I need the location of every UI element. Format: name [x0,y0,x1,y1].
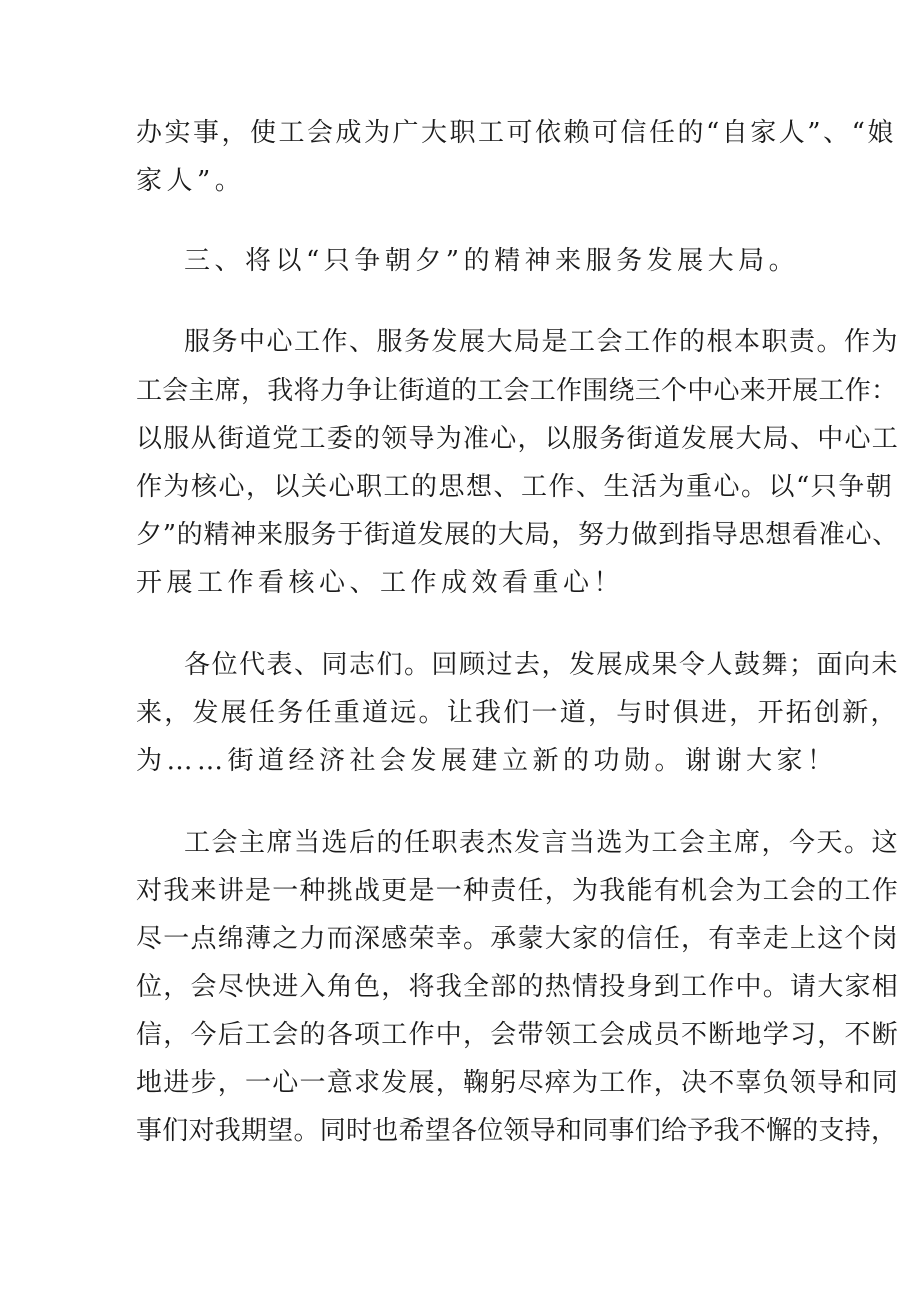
paragraph-line: 各位代表、同志们。回顾过去，发展成果令人鼓舞；面向未 [184,650,900,680]
paragraph-line: 为……街道经济社会发展建立新的功勋。谢谢大家！ [136,746,838,776]
paragraph-line: 来，发展任务任重道远。让我们一道，与时俱进，开拓创新， [136,698,899,728]
paragraph-line: 工会主席当选后的任职表杰发言当选为工会主席，今天。这 [184,828,900,858]
paragraph-line: 办实事，使工会成为广大职工可依赖可信任的“自家人”、“娘 [136,118,896,148]
paragraph-line: 夕”的精神来服务于街道发展的大局，努力做到指导思想看准心、 [136,520,900,550]
paragraph-line: 对我来讲是一种挑战更是一种责任，为我能有机会为工会的工作 [136,876,900,906]
paragraph-line: 以服从街道党工委的领导为准心，以服务街道发展大局、中心工 [136,424,900,454]
paragraph-line: 服务中心工作、服务发展大局是工会工作的根本职责。作为 [184,327,900,357]
paragraph-line: 工会主席，我将力争让街道的工会工作围绕三个中心来开展工作： [136,376,898,406]
paragraph-line: 作为核心，以关心职工的思想、工作、生活为重心。以“只争朝 [136,472,894,502]
paragraph-line: 尽一点绵薄之力而深感荣幸。承蒙大家的信任，有幸走上这个岗 [136,924,900,954]
paragraph-line: 事们对我期望。同时也希望各位领导和同事们给予我不懈的支持， [136,1116,898,1146]
paragraph-line: 家人”。 [136,166,246,196]
paragraph-line: 信，今后工会的各项工作中，会带领工会成员不断地学习，不断 [136,1020,900,1050]
paragraph-line: 地进步，一心一意求发展，鞠躬尽瘁为工作，决不辜负领导和同 [136,1068,900,1098]
paragraph-line: 位，会尽快进入角色，将我全部的热情投身到工作中。请大家相 [136,972,900,1002]
paragraph-line: 开展工作看核心、工作成效看重心！ [136,568,625,598]
section-heading: 三、将以“只争朝夕”的精神来服务发展大局。 [184,246,800,276]
